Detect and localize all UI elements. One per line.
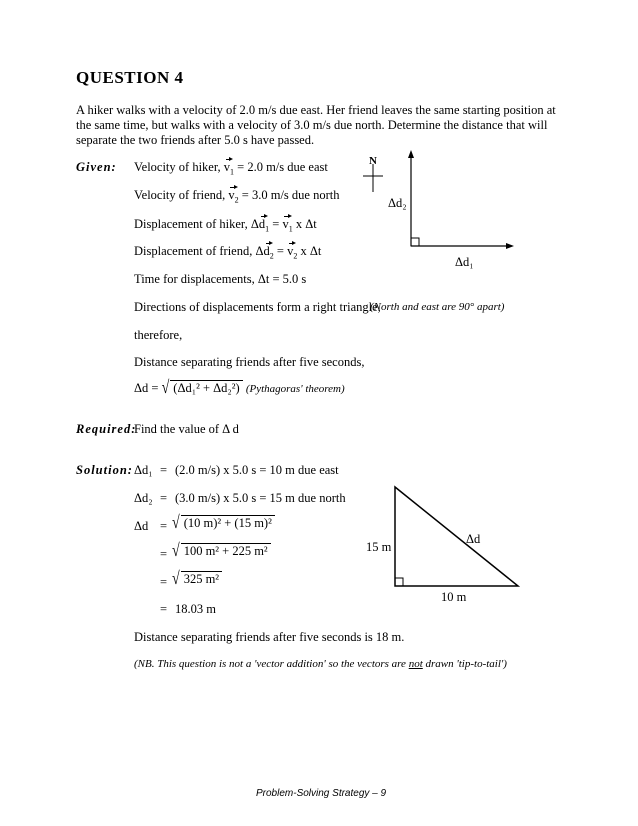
solution-row-1-eq: = bbox=[160, 463, 168, 477]
displacement-1-arrow bbox=[411, 243, 514, 249]
solution-row-2-lhs: Δd₂ bbox=[134, 491, 153, 505]
required-text: Find the value of Δ d bbox=[134, 422, 239, 436]
solution-conclusion: Distance separating friends after five seconds is 18 m. bbox=[134, 630, 405, 644]
delta-d1-label: Δd₁ bbox=[455, 255, 474, 269]
given-line-7: therefore, bbox=[134, 328, 183, 342]
solution-row-3-lhs: Δd bbox=[134, 519, 149, 533]
given-label: Given: bbox=[76, 160, 117, 174]
page-footer: Problem-Solving Strategy – 9 bbox=[256, 788, 387, 799]
solution-row-3-radical: √ (10 m)² + (15 m)² bbox=[172, 515, 275, 532]
given-line-4: Displacement of friend, $\Delta d_2 = v_2$ x Δt bbox=[134, 244, 322, 261]
given-line-6: Directions of displacements form a right triangle, bbox=[134, 300, 381, 314]
solution-row-5-eq: = bbox=[160, 575, 168, 589]
solution-row-2-eq: = bbox=[160, 491, 168, 505]
given-line-5: Time for displacements, Δt = 5.0 s bbox=[134, 272, 307, 286]
solution-row-6-rhs: 18.03 m bbox=[175, 602, 216, 616]
nb-note: (NB. This question is not a 'vector addition' so the vectors are not drawn 'tip-to-tail') bbox=[134, 658, 507, 670]
solution-row-2-rhs: (3.0 m/s) x 5.0 s = 15 m due north bbox=[175, 491, 346, 505]
side-horizontal-label: 10 m bbox=[441, 590, 467, 604]
solution-row-4-radical: √ 100 m² + 225 m² bbox=[172, 543, 271, 560]
displacement-2-arrow bbox=[408, 150, 414, 246]
north-compass-icon bbox=[363, 164, 383, 192]
pythagoras-formula: Δd = √ (Δd₁² + Δd₂²) (Pythagoras' theorem) bbox=[134, 378, 345, 399]
solution-label: Solution: bbox=[76, 463, 133, 477]
given-line-1: Velocity of hiker, $v_1 = 2.0$ m/s due east bbox=[134, 160, 328, 177]
vector-symbol: v bbox=[223, 160, 231, 174]
north-label: N bbox=[369, 155, 377, 167]
vector-diagram bbox=[360, 150, 520, 270]
right-triangle bbox=[395, 487, 518, 586]
right-angle-marker bbox=[395, 578, 403, 586]
right-angle-marker bbox=[411, 238, 419, 246]
side-vertical-label: 15 m bbox=[366, 540, 392, 554]
given-line-8: Distance separating friends after five seconds, bbox=[134, 355, 365, 369]
given-line-3: Displacement of hiker, $\Delta d_1 = v_1$ x Δt bbox=[134, 217, 317, 234]
hypotenuse-label: Δd bbox=[466, 532, 481, 546]
required-label: Required: bbox=[76, 422, 137, 436]
given-line-2: Velocity of friend, $v_2 = 3.0$ m/s due north bbox=[134, 188, 340, 205]
question-intro: A hiker walks with a velocity of 2.0 m/s due east. Her friend leaves the same starting position at the same time, but walks with a velocity of 3.0 m/s due north. Determine the distance that will separate the two friends after 5.0 s have passed. bbox=[76, 103, 556, 147]
given-line-6-note: (North and east are 90° apart) bbox=[370, 301, 505, 313]
solution-row-6-eq: = bbox=[160, 602, 168, 616]
solution-row-4-eq: = bbox=[160, 547, 168, 561]
solution-row-1-rhs: (2.0 m/s) x 5.0 s = 10 m due east bbox=[175, 463, 339, 477]
delta-d2-label: Δd₂ bbox=[388, 196, 407, 210]
triangle-diagram bbox=[390, 485, 525, 590]
solution-row-1-lhs: Δd₁ bbox=[134, 463, 153, 477]
vector-symbol: v bbox=[228, 188, 235, 202]
solution-row-3-eq: = bbox=[160, 519, 168, 533]
question-title: QUESTION 4 bbox=[76, 68, 184, 87]
radical-sign: √ bbox=[161, 378, 170, 399]
solution-row-5-radical: √ 325 m² bbox=[172, 571, 222, 588]
